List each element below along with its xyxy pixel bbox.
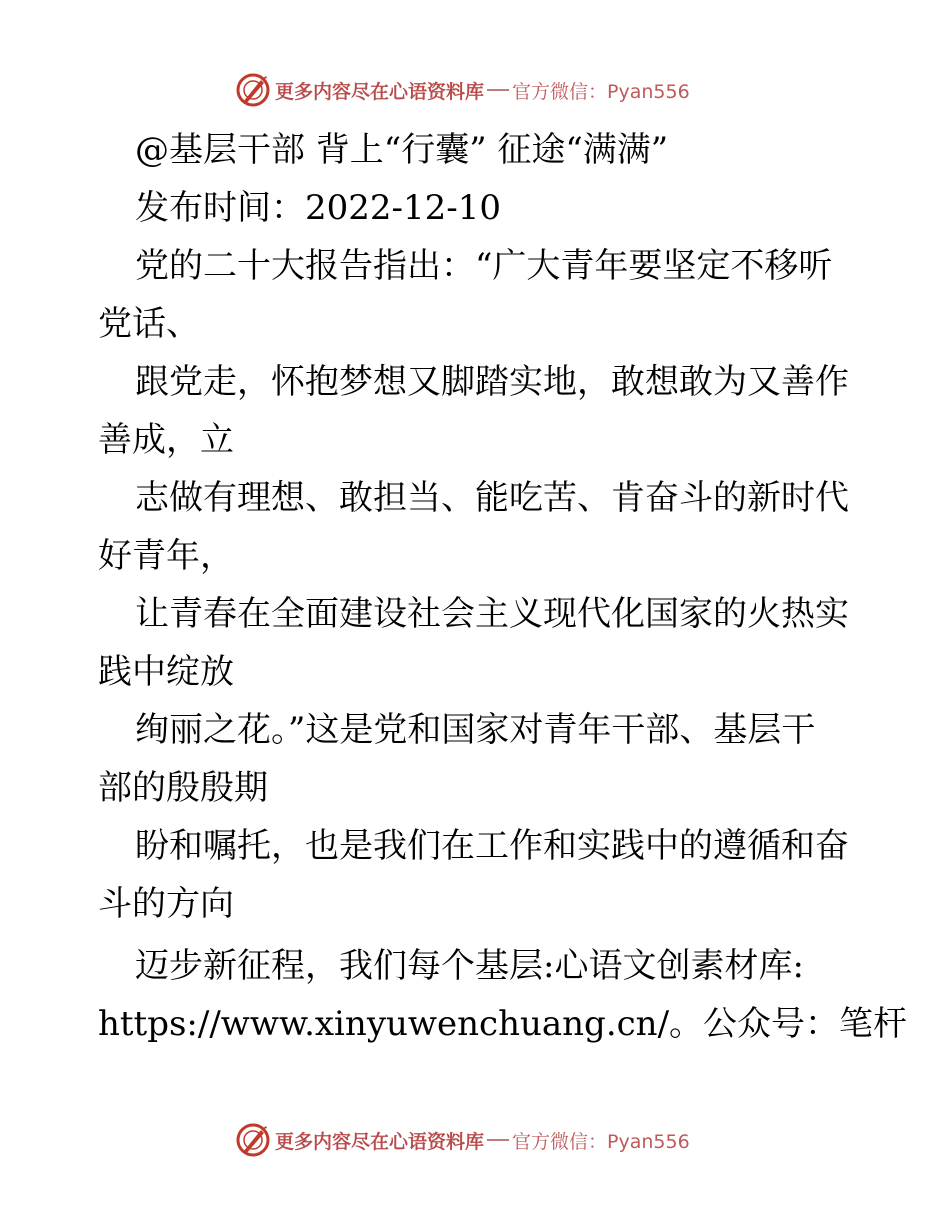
paragraph-line: 好青年，	[98, 536, 234, 576]
watermark-footer	[235, 1120, 715, 1160]
paragraph-line: 让青春在全面建设社会主义现代化国家的火热实	[135, 594, 849, 634]
paragraph-line: 迈步新征程，我们每个基层:心语文创素材库:	[135, 946, 804, 986]
watermark-dash	[487, 1139, 509, 1141]
paragraph-line: 党话、	[98, 304, 200, 344]
paragraph-line: 志做有理想、敢担当、能吃苦、肯奋斗的新时代	[135, 478, 849, 518]
paragraph-line: 善成，立	[98, 420, 234, 460]
watermark-wechat: 官方微信：Pyan556	[512, 80, 690, 103]
paragraph-line: 部的殷殷期	[98, 768, 268, 808]
watermark-text: 更多内容尽在心语资料库	[275, 80, 485, 103]
publish-date: 发布时间：2022-12-10	[135, 188, 502, 228]
url-line: https://www.xinyuwenchuang.cn/。公众号：笔杆	[98, 1004, 908, 1044]
paragraph-line: 绚丽之花。”这是党和国家对青年干部、基层干	[135, 710, 816, 750]
quill-seal-icon	[235, 1122, 271, 1158]
paragraph-line: 践中绽放	[98, 652, 234, 692]
paragraph-line: 盼和嘱托，也是我们在工作和实践中的遵循和奋	[135, 826, 849, 866]
watermark-wechat: 官方微信：Pyan556	[512, 1130, 690, 1153]
article-title: @基层干部 背上“行囊” 征途“满满”	[135, 130, 669, 170]
paragraph-line: 党的二十大报告指出：“广大青年要坚定不移听	[135, 246, 833, 286]
paragraph-line: 跟党走，怀抱梦想又脚踏实地，敢想敢为又善作	[135, 362, 849, 402]
paragraph-line: 斗的方向	[98, 884, 234, 924]
watermark-text: 更多内容尽在心语资料库	[275, 1130, 485, 1153]
